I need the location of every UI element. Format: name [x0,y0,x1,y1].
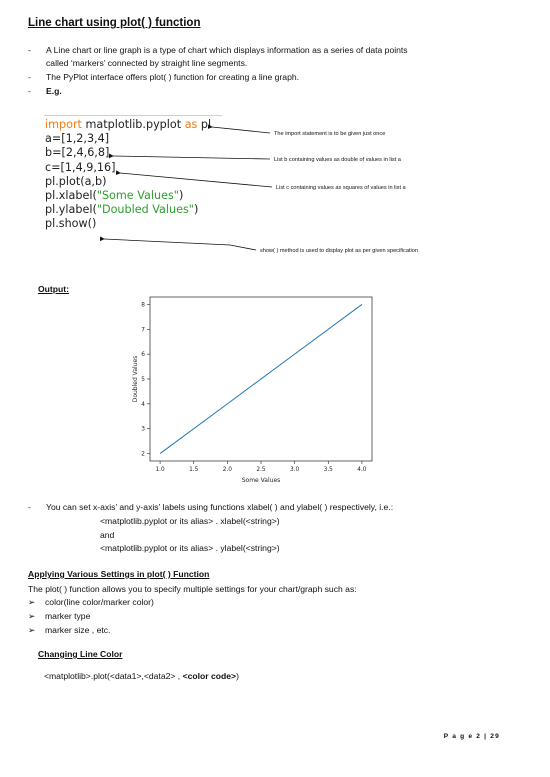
line-color-title: Changing Line Color [38,649,123,659]
settings-item-marker-type: marker type [45,611,91,621]
dash-bullet: - [28,72,31,82]
labels-note-text: You can set x-axis’ and y-axis’ labels using functions xlabel( ) and ylabel( ) respectively, i.e.: [46,502,394,512]
annotation-import: The import statement is to be given just once [274,131,386,137]
page-footer: P a g e 2 | 29 [443,733,500,740]
code-text: c=[1,4,9,16] [45,160,116,174]
code-line [45,161,116,175]
code-keyword: as [184,118,198,131]
x-tick-label: 4.0 [357,467,367,473]
arrow-bullet-icon: ➢ [28,611,36,621]
code-text: pl.show() [45,217,97,231]
arrow-import [212,127,270,133]
and-text: and [100,530,115,540]
y-tick-label: 7 [141,327,145,334]
y-tick-label: 8 [141,302,145,309]
arrow-bullet-icon: ➢ [28,597,36,607]
y-tick-label: 4 [141,401,145,408]
y-tick-label: 6 [141,352,145,359]
xlabel-syntax: <matplotlib.pyplot or its alias> . xlabel(<string>) [100,516,280,526]
code-text: ) [178,189,184,202]
code-text: pl.xlabel( [45,189,97,202]
code-line [45,175,106,189]
x-tick-label: 1.5 [189,467,199,473]
intro-line-1: A Line chart or line graph is a type of chart which displays information as a series of data points [46,45,408,55]
x-tick-label: 2.5 [256,467,266,473]
line-color-syntax [44,671,239,681]
code-string: "Some Values" [96,189,179,202]
code-image-border [44,115,222,116]
settings-section-title: Applying Various Settings in plot( ) Function [28,569,210,579]
arrow-show [104,239,256,250]
annotation-list-b: List b containing values as double of values in list a [274,157,401,163]
syntax-color-code: <color code> [182,671,237,681]
code-string: "Doubled Values" [96,203,194,217]
code-line [45,132,109,146]
intro-line-2: called ‘markers’ connected by straight line segments. [46,58,248,68]
y-tick-label: 2 [141,451,145,458]
x-tick-label: 1.0 [155,467,165,473]
x-axis-label: Some Values [241,477,281,484]
y-tick-label: 5 [141,377,145,383]
code-keyword: import [45,118,82,131]
x-tick-label: 2.0 [222,467,232,473]
dash-bullet: - [28,502,31,512]
y-tick-label: 3 [141,426,145,433]
annotation-show: show( ) method is used to display plot as per given specification [260,248,418,254]
settings-intro: The plot( ) function allows you to specify multiple settings for your chart/graph such as: [28,584,357,594]
arrow-list-c [120,173,272,187]
code-text: a=[1,2,3,4] [45,132,110,146]
arrow-bullet-icon: ➢ [28,625,36,635]
arrow-list-b [113,156,270,159]
x-tick-label: 3.0 [290,467,300,473]
series-line [160,304,362,453]
code-text: ) [193,203,199,217]
dash-bullet: - [28,86,31,96]
code-text: pl [197,118,212,131]
settings-item-color: color(line color/marker color) [45,597,154,607]
page-title: Line chart using plot( ) function [28,17,201,29]
ylabel-syntax: <matplotlib.pyplot or its alias> . ylabel(<string>) [100,543,280,553]
code-line [45,203,198,217]
example-label: E.g. [46,86,62,96]
code-text: pl.plot(a,b) [45,174,107,188]
code-line [45,217,96,231]
code-text: b=[2,4,6,8] [45,146,110,160]
output-label: Output: [38,284,70,294]
syntax-suffix: ) [236,671,239,681]
code-line [45,118,211,132]
code-line [45,189,183,203]
x-tick-label: 3.5 [323,467,333,473]
y-axis-label: Doubled Values [132,355,139,403]
line-chart [122,295,377,491]
code-text: matplotlib.pyplot [81,118,185,131]
annotation-list-c: List c containing values as squares of values in list a [276,185,406,191]
code-line [45,146,109,160]
syntax-prefix: <matplotlib>.plot(<data1>,<data2> , [44,671,183,681]
intro-line-3: The PyPlot interface offers plot( ) function for creating a line graph. [46,72,300,82]
dash-bullet: - [28,45,31,55]
settings-item-marker-size: marker size , etc. [45,625,111,635]
code-text: pl.ylabel( [45,203,97,217]
